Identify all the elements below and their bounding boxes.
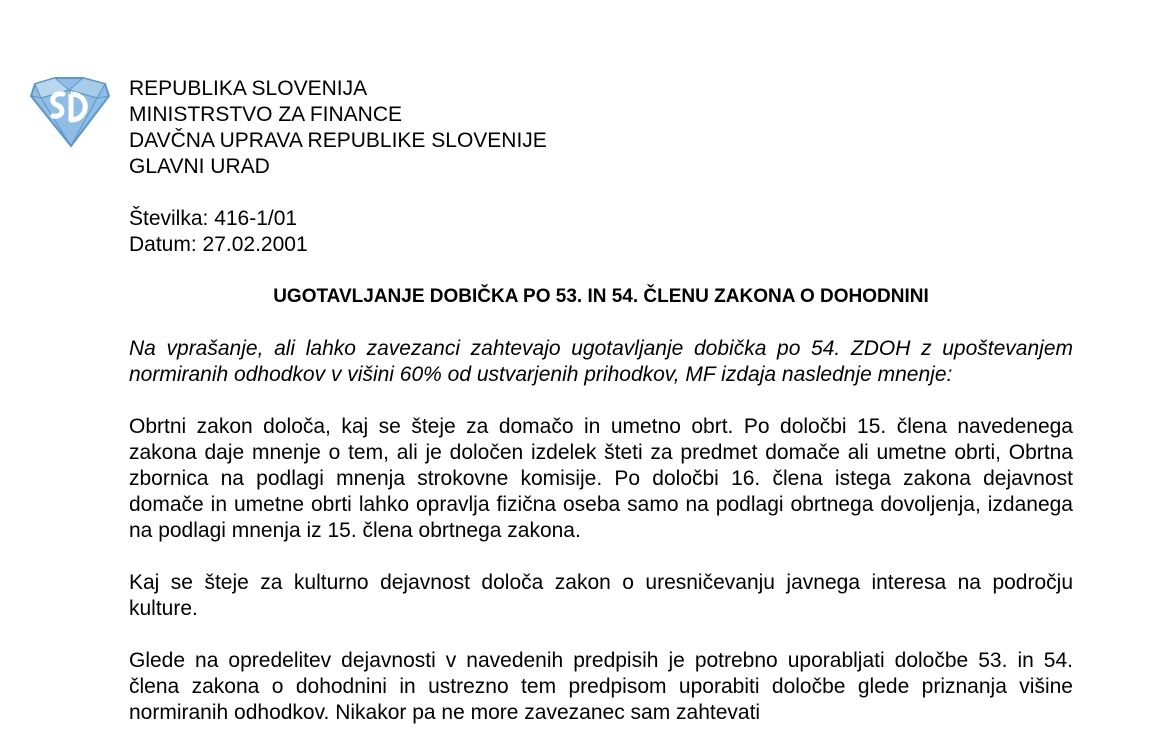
letterhead-line-tax-administration: DAVČNA UPRAVA REPUBLIKE SLOVENIJE [129, 129, 547, 152]
document-page [129, 76, 1073, 726]
intro-paragraph: Na vprašanje, ali lahko zavezanci zahtevajo ugotavljanje dobička po 54. ZDOH z upoštevanjem normiranih odhodkov v višini 60% od ustvarjenih prihodkov, MF izdaja naslednje mnenje: [129, 337, 1073, 386]
document-number: Številka: 416-1/01 [129, 207, 298, 230]
body-paragraph: Glede na opredelitev dejavnosti v navedenih predpisih je potrebno uporabljati določbe 53. in 54. člena zakona o dohodnini in ustrezno tem predpisom uporabiti določbe glede priznanja višine normiranih odhodkov. Nikakor pa ne more zavezanec sam zahtevati [129, 649, 1073, 724]
document-title: UGOTAVLJANJE DOBIČKA PO 53. IN 54. ČLENU ZAKONA O DOHODNINI [273, 286, 929, 307]
durs-diamond-logo-icon [27, 76, 111, 150]
document-date: Datum: 27.02.2001 [129, 233, 308, 256]
letterhead-line-office: GLAVNI URAD [129, 155, 270, 178]
letterhead-line-republic: REPUBLIKA SLOVENIJA [129, 77, 368, 100]
body-paragraph: Obrtni zakon določa, kaj se šteje za domačo in umetno obrt. Po določbi 15. člena navedenega zakona daje mnenje o tem, ali je določen izdelek šteti za predmet domače ali umetne obrti, Obrtna zbornica na podlagi mnenja strokovne komisije. Po določbi 16. člena istega zakona dejavnost domače in umetne obrti lahko opravlja fizična oseba samo na podlagi obrtnega dovoljenja, izdanega na podlagi mnenja iz 15. člena obrtnega zakona. [129, 415, 1073, 542]
body-paragraph: Kaj se šteje za kulturno dejavnost določa zakon o uresničevanju javnega interesa na področju kulture. [129, 571, 1073, 620]
document-meta [129, 206, 1073, 258]
letterhead-line-ministry: MINISTRSTVO ZA FINANCE [129, 103, 403, 126]
letterhead [129, 76, 1073, 180]
